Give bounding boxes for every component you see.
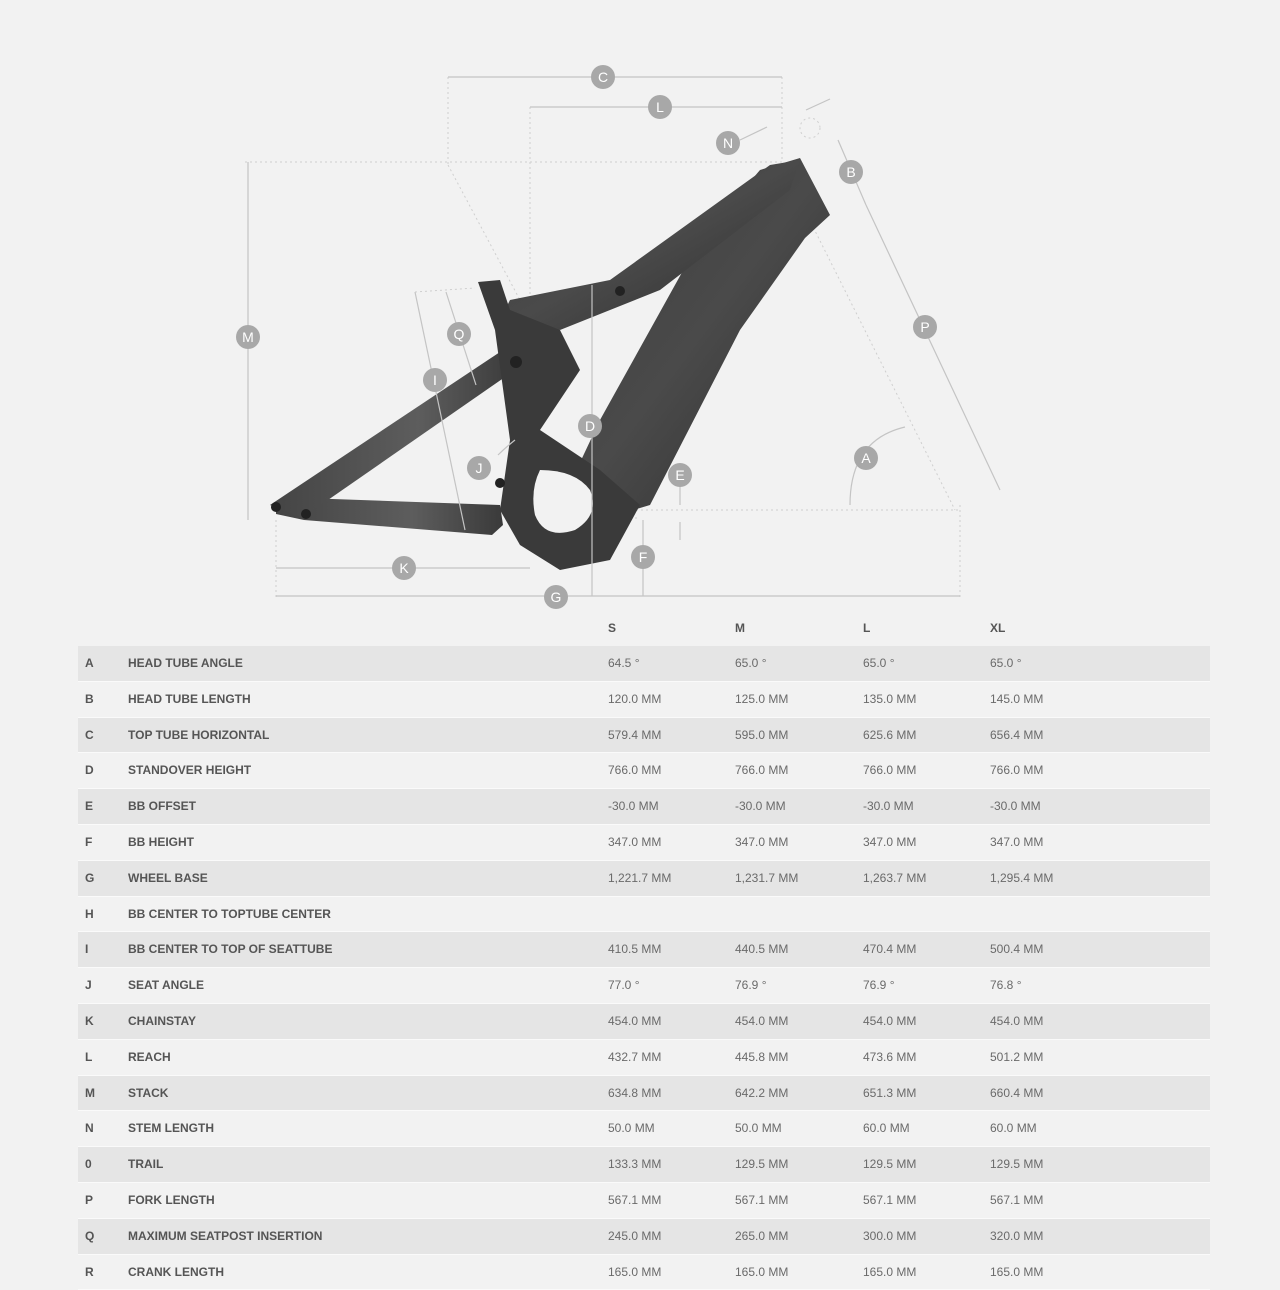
row-letter: C bbox=[85, 727, 94, 742]
svg-text:E: E bbox=[675, 467, 685, 483]
value-m: 129.5 MM bbox=[735, 1157, 789, 1172]
svg-text:F: F bbox=[638, 549, 648, 565]
frame-geometry-svg bbox=[0, 0, 1280, 610]
table-row bbox=[78, 682, 1210, 718]
value-xl: -30.0 MM bbox=[990, 799, 1041, 814]
header-size-xl: XL bbox=[990, 621, 1006, 635]
value-m: -30.0 MM bbox=[735, 799, 786, 814]
geometry-table bbox=[78, 610, 1210, 1290]
value-s: 1,221.7 MM bbox=[608, 870, 672, 885]
value-xl: 656.4 MM bbox=[990, 727, 1044, 742]
svg-text:J: J bbox=[475, 460, 483, 476]
value-l: 129.5 MM bbox=[863, 1157, 917, 1172]
value-xl: 500.4 MM bbox=[990, 942, 1044, 957]
marker-m bbox=[236, 325, 260, 349]
marker-d bbox=[578, 414, 602, 438]
value-l: 347.0 MM bbox=[863, 834, 917, 849]
svg-text:A: A bbox=[861, 450, 871, 466]
geometry-diagram bbox=[0, 0, 1280, 610]
table-row bbox=[78, 1076, 1210, 1112]
table-row bbox=[78, 968, 1210, 1004]
row-label: CHAINSTAY bbox=[128, 1013, 197, 1028]
table-row bbox=[78, 753, 1210, 789]
row-label: CRANK LENGTH bbox=[128, 1264, 224, 1279]
value-xl: 501.2 MM bbox=[990, 1049, 1044, 1064]
row-letter: L bbox=[85, 1049, 93, 1064]
value-l: 65.0 ° bbox=[863, 656, 895, 670]
marker-k bbox=[392, 556, 416, 580]
header-size-l: L bbox=[863, 621, 871, 635]
svg-text:B: B bbox=[846, 164, 856, 180]
marker-f bbox=[631, 545, 655, 569]
value-s: 50.0 MM bbox=[608, 1121, 655, 1136]
svg-text:I: I bbox=[433, 372, 437, 388]
svg-text:C: C bbox=[597, 69, 609, 85]
marker-l bbox=[648, 95, 672, 119]
value-xl: 320.0 MM bbox=[990, 1228, 1044, 1243]
svg-text:D: D bbox=[584, 418, 596, 434]
value-xl: 129.5 MM bbox=[990, 1157, 1044, 1172]
value-l: 766.0 MM bbox=[863, 763, 917, 778]
value-s: 133.3 MM bbox=[608, 1157, 662, 1172]
value-l: 470.4 MM bbox=[863, 942, 917, 957]
value-l: -30.0 MM bbox=[863, 799, 914, 814]
value-l: 454.0 MM bbox=[863, 1013, 917, 1028]
row-letter: H bbox=[85, 906, 94, 921]
value-l: 651.3 MM bbox=[863, 1085, 917, 1100]
value-m: 65.0 ° bbox=[735, 656, 767, 670]
row-label: SEAT ANGLE bbox=[128, 978, 205, 993]
svg-text:M: M bbox=[242, 329, 254, 345]
value-m: 76.9 ° bbox=[735, 978, 767, 993]
svg-text:G: G bbox=[550, 589, 562, 605]
value-xl: 567.1 MM bbox=[990, 1192, 1044, 1207]
row-letter: E bbox=[85, 799, 94, 814]
header-size-m: M bbox=[735, 621, 745, 635]
value-xl: 1,295.4 MM bbox=[990, 870, 1054, 885]
row-label: STANDOVER HEIGHT bbox=[128, 763, 252, 778]
value-l: 625.6 MM bbox=[863, 727, 917, 742]
value-l: 165.0 MM bbox=[863, 1264, 917, 1279]
row-label: BB CENTER TO TOP OF SEATTUBE bbox=[128, 942, 333, 957]
table-body bbox=[78, 646, 1210, 1290]
value-m: 265.0 MM bbox=[735, 1228, 789, 1243]
row-letter: 0 bbox=[85, 1157, 92, 1172]
table-row bbox=[78, 825, 1210, 861]
table-row bbox=[78, 1040, 1210, 1076]
table-header bbox=[78, 610, 1210, 646]
row-label: BB CENTER TO TOPTUBE CENTER bbox=[128, 906, 331, 921]
value-m: 766.0 MM bbox=[735, 763, 789, 778]
table-row bbox=[78, 718, 1210, 754]
value-s: 77.0 ° bbox=[608, 978, 640, 993]
value-m: 445.8 MM bbox=[735, 1049, 789, 1064]
row-label: HEAD TUBE ANGLE bbox=[128, 656, 243, 670]
row-label: FORK LENGTH bbox=[128, 1192, 215, 1207]
table-row bbox=[78, 1183, 1210, 1219]
svg-text:P: P bbox=[920, 319, 930, 335]
value-s: 347.0 MM bbox=[608, 834, 662, 849]
value-xl: 60.0 MM bbox=[990, 1121, 1037, 1136]
value-s: 245.0 MM bbox=[608, 1228, 662, 1243]
marker-a bbox=[854, 446, 878, 470]
value-l: 300.0 MM bbox=[863, 1228, 917, 1243]
row-label: REACH bbox=[128, 1049, 171, 1064]
table-row bbox=[78, 932, 1210, 968]
marker-p bbox=[913, 315, 937, 339]
value-m: 347.0 MM bbox=[735, 834, 789, 849]
row-letter: I bbox=[85, 942, 89, 957]
marker-b bbox=[839, 160, 863, 184]
row-label: HEAD TUBE LENGTH bbox=[128, 691, 251, 706]
row-label: STACK bbox=[128, 1085, 169, 1100]
value-xl: 145.0 MM bbox=[990, 691, 1044, 706]
row-label: BB HEIGHT bbox=[128, 834, 194, 849]
table-row bbox=[78, 789, 1210, 825]
row-letter: D bbox=[85, 763, 94, 778]
value-l: 473.6 MM bbox=[863, 1049, 917, 1064]
bike-frame bbox=[270, 158, 830, 570]
marker-e bbox=[668, 463, 692, 487]
svg-text:N: N bbox=[722, 135, 734, 151]
value-xl: 76.8 ° bbox=[990, 978, 1022, 993]
value-l: 567.1 MM bbox=[863, 1192, 917, 1207]
value-xl: 165.0 MM bbox=[990, 1264, 1044, 1279]
marker-i bbox=[423, 368, 447, 392]
value-s: 766.0 MM bbox=[608, 763, 662, 778]
table-row bbox=[78, 646, 1210, 682]
value-s: 410.5 MM bbox=[608, 942, 662, 957]
value-m: 595.0 MM bbox=[735, 727, 789, 742]
table-row bbox=[78, 1111, 1210, 1147]
row-letter: K bbox=[85, 1013, 94, 1028]
value-m: 50.0 MM bbox=[735, 1121, 782, 1136]
value-xl: 766.0 MM bbox=[990, 763, 1044, 778]
row-label: STEM LENGTH bbox=[128, 1121, 214, 1136]
marker-c bbox=[591, 65, 615, 89]
value-s: 64.5 ° bbox=[608, 656, 640, 670]
marker-j bbox=[467, 456, 491, 480]
table-row bbox=[78, 897, 1210, 933]
table-row bbox=[78, 1004, 1210, 1040]
table-row bbox=[78, 861, 1210, 897]
value-l: 135.0 MM bbox=[863, 691, 917, 706]
value-m: 1,231.7 MM bbox=[735, 870, 799, 885]
row-label: TRAIL bbox=[128, 1157, 164, 1172]
value-l: 76.9 ° bbox=[863, 978, 895, 993]
value-s: 432.7 MM bbox=[608, 1049, 662, 1064]
table-row bbox=[78, 1219, 1210, 1255]
value-m: 642.2 MM bbox=[735, 1085, 789, 1100]
value-m: 165.0 MM bbox=[735, 1264, 789, 1279]
marker-n bbox=[716, 131, 740, 155]
value-m: 125.0 MM bbox=[735, 691, 789, 706]
table-row bbox=[78, 1147, 1210, 1183]
row-label: MAXIMUM SEATPOST INSERTION bbox=[128, 1228, 323, 1243]
value-xl: 65.0 ° bbox=[990, 656, 1022, 670]
row-letter: R bbox=[85, 1264, 94, 1279]
value-s: 165.0 MM bbox=[608, 1264, 662, 1279]
row-label: BB OFFSET bbox=[128, 799, 196, 814]
row-letter: Q bbox=[85, 1228, 95, 1243]
value-s: 120.0 MM bbox=[608, 691, 662, 706]
row-letter: J bbox=[85, 978, 92, 993]
svg-text:K: K bbox=[399, 560, 409, 576]
svg-text:Q: Q bbox=[453, 326, 465, 342]
value-xl: 660.4 MM bbox=[990, 1085, 1044, 1100]
value-l: 1,263.7 MM bbox=[863, 870, 927, 885]
value-s: 567.1 MM bbox=[608, 1192, 662, 1207]
table-row bbox=[78, 1255, 1210, 1290]
value-s: 579.4 MM bbox=[608, 727, 662, 742]
row-letter: P bbox=[85, 1192, 94, 1207]
value-s: 634.8 MM bbox=[608, 1085, 662, 1100]
row-letter: F bbox=[85, 834, 93, 849]
value-xl: 454.0 MM bbox=[990, 1013, 1044, 1028]
value-m: 454.0 MM bbox=[735, 1013, 789, 1028]
value-s: -30.0 MM bbox=[608, 799, 659, 814]
header-size-s: S bbox=[608, 621, 617, 635]
row-letter: A bbox=[85, 656, 94, 670]
row-label: TOP TUBE HORIZONTAL bbox=[128, 727, 270, 742]
value-m: 440.5 MM bbox=[735, 942, 789, 957]
row-letter: B bbox=[85, 691, 94, 706]
row-letter: G bbox=[85, 870, 95, 885]
value-m: 567.1 MM bbox=[735, 1192, 789, 1207]
value-s: 454.0 MM bbox=[608, 1013, 662, 1028]
row-letter: M bbox=[85, 1085, 95, 1100]
value-xl: 347.0 MM bbox=[990, 834, 1044, 849]
row-label: WHEEL BASE bbox=[128, 870, 208, 885]
svg-text:L: L bbox=[656, 99, 664, 115]
marker-q bbox=[447, 322, 471, 346]
row-letter: N bbox=[85, 1121, 94, 1136]
value-l: 60.0 MM bbox=[863, 1121, 910, 1136]
marker-g bbox=[544, 585, 568, 609]
